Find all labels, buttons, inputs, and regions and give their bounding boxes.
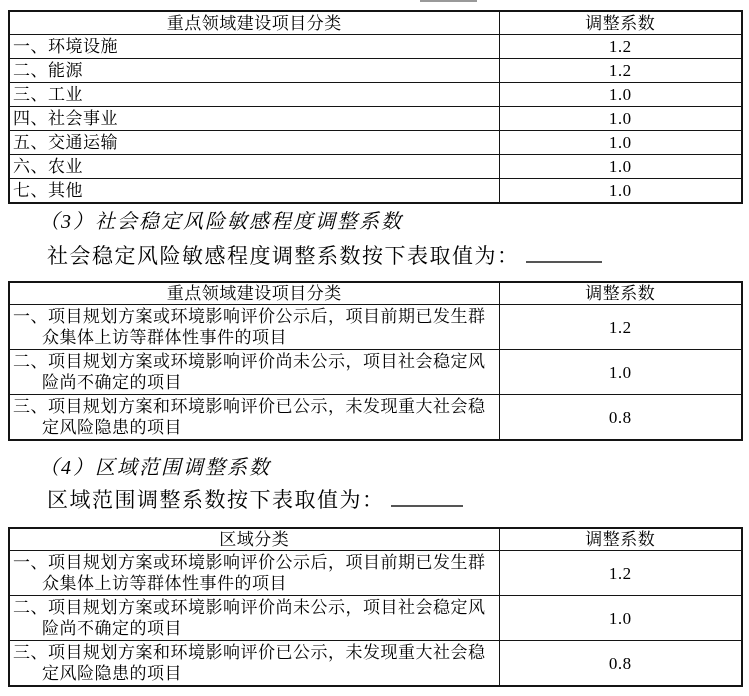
table-row — [9, 305, 742, 350]
social-stability-risk-table — [8, 281, 743, 441]
table-header-row — [9, 11, 742, 35]
category-cell — [9, 350, 499, 395]
table-row — [9, 83, 742, 107]
table-row — [9, 107, 742, 131]
column-header-coefficient: 调整系数 — [499, 282, 742, 305]
blank-underline — [526, 240, 602, 263]
cropped-underline-remnant — [420, 0, 477, 2]
column-header-category: 重点领域建设项目分类 — [9, 11, 499, 35]
key-fields-coefficient-table — [8, 10, 743, 204]
coefficient-cell: 1.0 — [499, 350, 742, 395]
table-row — [9, 155, 742, 179]
category-text: 一、项目规划方案或环境影响评价公示后，项目前期已发生群众集体上访等群体性事件的项目 — [13, 553, 486, 593]
coefficient-cell: 1.2 — [499, 59, 742, 83]
table-row — [9, 179, 742, 204]
table-row — [9, 395, 742, 441]
category-cell — [9, 641, 499, 687]
table-header-row — [9, 282, 742, 305]
category-text: 三、项目规划方案和环境影响评价已公示，未发现重大社会稳定风险隐患的项目 — [13, 643, 486, 683]
table-row — [9, 641, 742, 687]
region-scope-table — [8, 527, 743, 687]
coefficient-cell: 1.2 — [499, 35, 742, 59]
table-row — [9, 131, 742, 155]
coefficient-cell: 1.0 — [499, 131, 742, 155]
table-row — [9, 596, 742, 641]
category-text: 二、项目规划方案或环境影响评价尚未公示，项目社会稳定风险尚不确定的项目 — [13, 352, 486, 392]
category-cell: 六、农业 — [9, 155, 499, 179]
table-row — [9, 551, 742, 596]
table-row — [9, 59, 742, 83]
coefficient-cell: 0.8 — [499, 641, 742, 687]
coefficient-cell: 1.2 — [499, 305, 742, 350]
category-text: 三、项目规划方案和环境影响评价已公示，未发现重大社会稳定风险隐患的项目 — [13, 397, 486, 437]
coefficient-cell: 0.8 — [499, 395, 742, 441]
section-3-heading: （3）社会稳定风险敏感程度调整系数 — [39, 211, 403, 233]
category-cell: 三、工业 — [9, 83, 499, 107]
category-cell: 四、社会事业 — [9, 107, 499, 131]
coefficient-cell: 1.0 — [499, 83, 742, 107]
category-cell: 五、交通运输 — [9, 131, 499, 155]
blank-underline — [391, 484, 463, 507]
coefficient-cell: 1.0 — [499, 155, 742, 179]
section-4-intro — [47, 484, 463, 516]
table-row — [9, 350, 742, 395]
category-text: 一、项目规划方案或环境影响评价公示后，项目前期已发生群众集体上访等群体性事件的项目 — [13, 307, 486, 347]
table-row — [9, 35, 742, 59]
section-4-heading: （4）区域范围调整系数 — [39, 457, 271, 479]
category-cell — [9, 551, 499, 596]
coefficient-cell: 1.0 — [499, 596, 742, 641]
section-3-intro-text: 社会稳定风险敏感程度调整系数按下表取值为： — [47, 244, 520, 268]
section-4-intro-text: 区域范围调整系数按下表取值为： — [47, 488, 385, 512]
section-3-intro — [47, 240, 602, 272]
category-cell — [9, 305, 499, 350]
column-header-category: 区域分类 — [9, 528, 499, 551]
table-header-row — [9, 528, 742, 551]
category-text: 二、项目规划方案或环境影响评价尚未公示，项目社会稳定风险尚不确定的项目 — [13, 598, 486, 638]
column-header-coefficient: 调整系数 — [499, 11, 742, 35]
category-cell: 七、其他 — [9, 179, 499, 204]
category-cell — [9, 596, 499, 641]
coefficient-cell: 1.0 — [499, 107, 742, 131]
category-cell — [9, 395, 499, 441]
column-header-category: 重点领域建设项目分类 — [9, 282, 499, 305]
category-cell: 二、能源 — [9, 59, 499, 83]
column-header-coefficient: 调整系数 — [499, 528, 742, 551]
coefficient-cell: 1.2 — [499, 551, 742, 596]
coefficient-cell: 1.0 — [499, 179, 742, 204]
category-cell: 一、环境设施 — [9, 35, 499, 59]
